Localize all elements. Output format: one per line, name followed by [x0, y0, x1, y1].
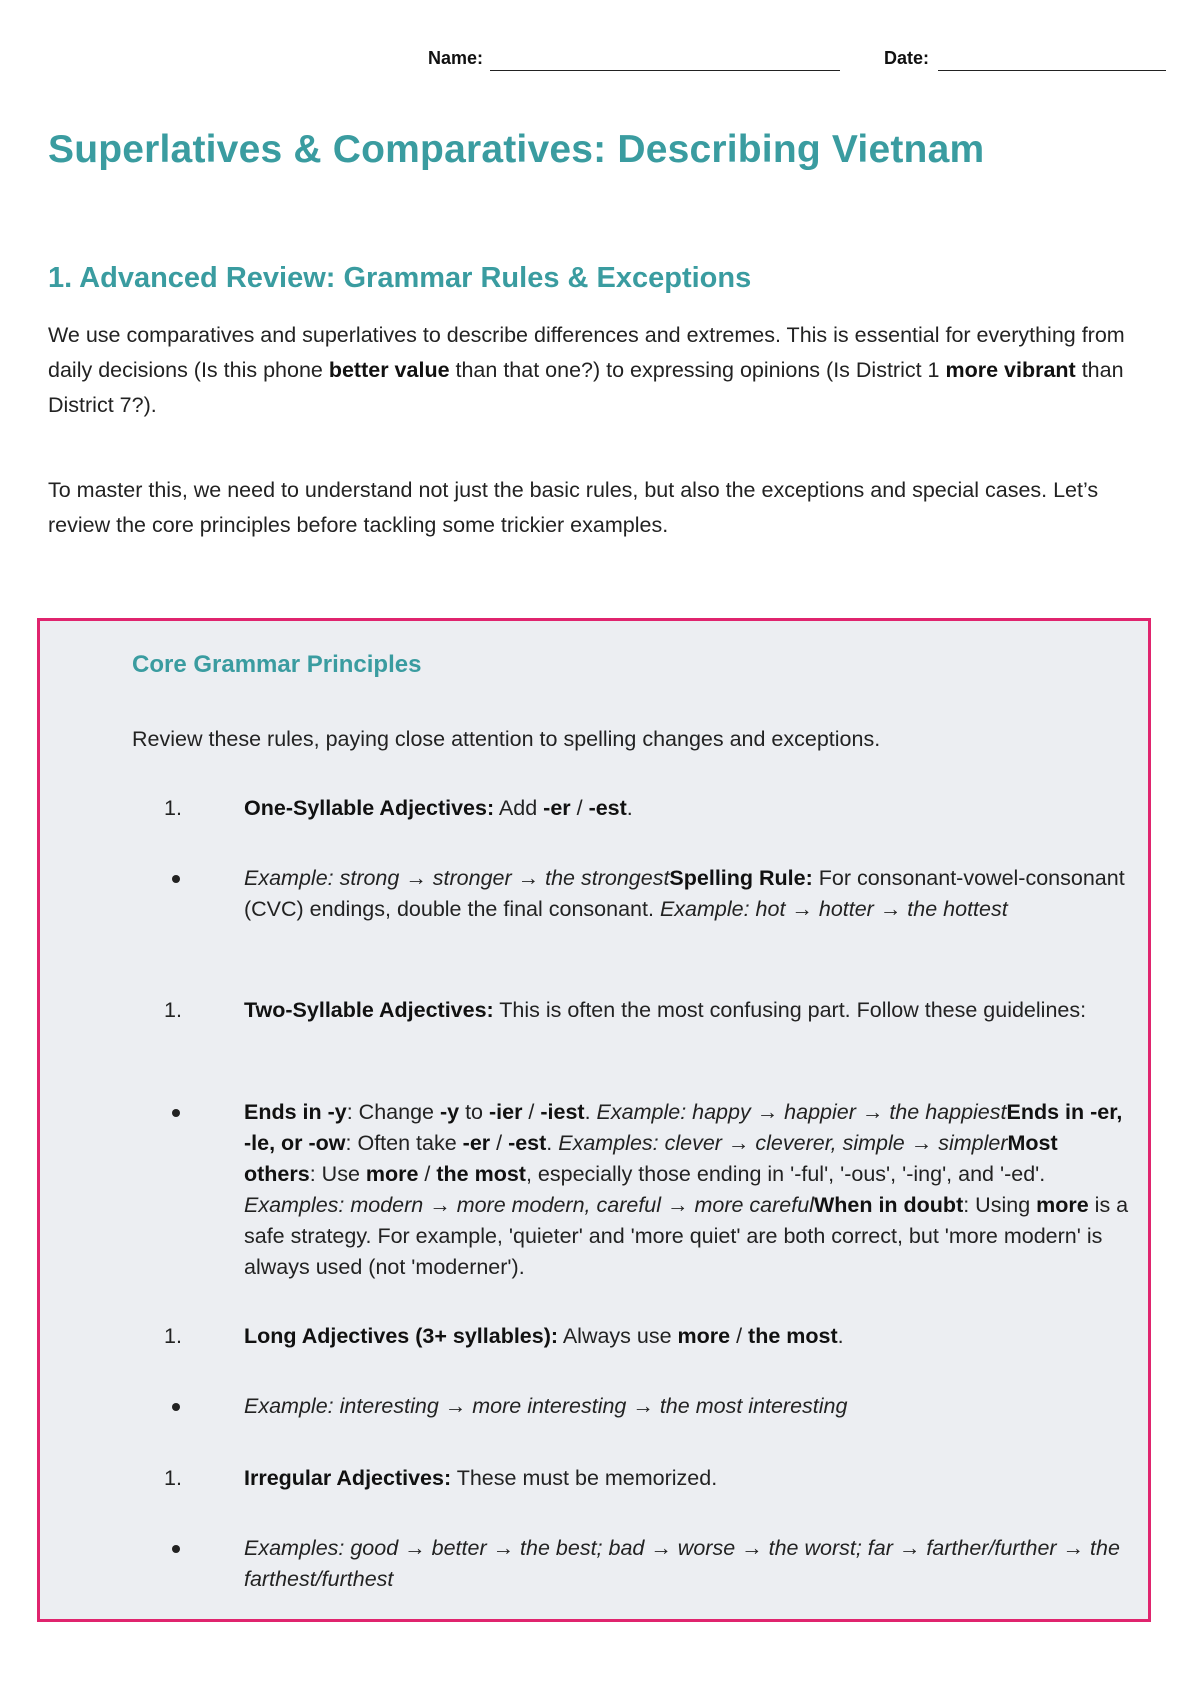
bullet-icon	[172, 1109, 180, 1117]
list-number: 1.	[164, 796, 182, 820]
name-label: Name:	[428, 48, 484, 68]
name-field-line[interactable]	[490, 70, 840, 71]
intro-paragraph-2: To master this, we need to understand not just the basic rules, but also the exceptions and special cases. Let’s review the core principles before tackling some trickier examples.	[48, 478, 1099, 537]
date-field-line[interactable]	[938, 70, 1166, 71]
box-heading: Core Grammar Principles	[132, 651, 422, 678]
header-row	[0, 48, 1200, 78]
bullet-icon	[172, 1545, 180, 1553]
bullet-icon	[172, 1403, 180, 1411]
list-number: 1.	[164, 1324, 182, 1348]
page-title: Superlatives & Comparatives: Describing Vietnam	[48, 128, 985, 171]
date-label: Date:	[884, 48, 930, 68]
bullet-icon	[172, 875, 180, 883]
core-principles-box: Core Grammar Principles Review these rules, paying close attention to spelling changes and exceptions. 1. One-Syllable Adjectives: Add -er / -est. Example: strong → stronger → the strongestSpelling Rule: For consonant-vowel-consonant (CVC) endings, double the final consonant. Example: hot → hotter → the hottest 1. Two-Syllable Adjectives: This is often the most confusing part. Follow these guidelines: Ends in -y: Change -y to -ier / -iest. Example: happy → happier → the happiestEnds in -er, -le, or -ow: Often take -er / -est. Examples: clever → cleverer, simple → simplerMost others: Use more / the most, especially those ending in '-ful', '-ous', '-ing', and '-ed'. Examples: modern → more modern, careful → more carefulWhen in doubt: Using more is a safe strategy. For example, 'quieter' and 'more quiet' are both correct, but 'more modern' is always used (not 'moderner'). 1. Long Adjectives (3+ syllables): Always use more / the most. Example: interesting → more interesting → the most interesting 1. Irregular Adjectives: These must be memorized. Examples: good → better → the best; bad → worse → the worst; far → farther/further → the farthest/furthest	[37, 618, 1151, 1622]
list-number: 1.	[164, 1466, 182, 1490]
intro-paragraph-1: We use comparatives and superlatives to describe differences and extremes. This is essential for everything from daily decisions (Is this phone better value than that one?) to expressing opinions (Is District 1 more vibrant than District 7?).	[48, 323, 1125, 417]
list-number: 1.	[164, 998, 182, 1022]
box-intro: Review these rules, paying close attention to spelling changes and exceptions.	[132, 727, 881, 751]
section-heading: 1. Advanced Review: Grammar Rules & Exceptions	[48, 262, 752, 294]
